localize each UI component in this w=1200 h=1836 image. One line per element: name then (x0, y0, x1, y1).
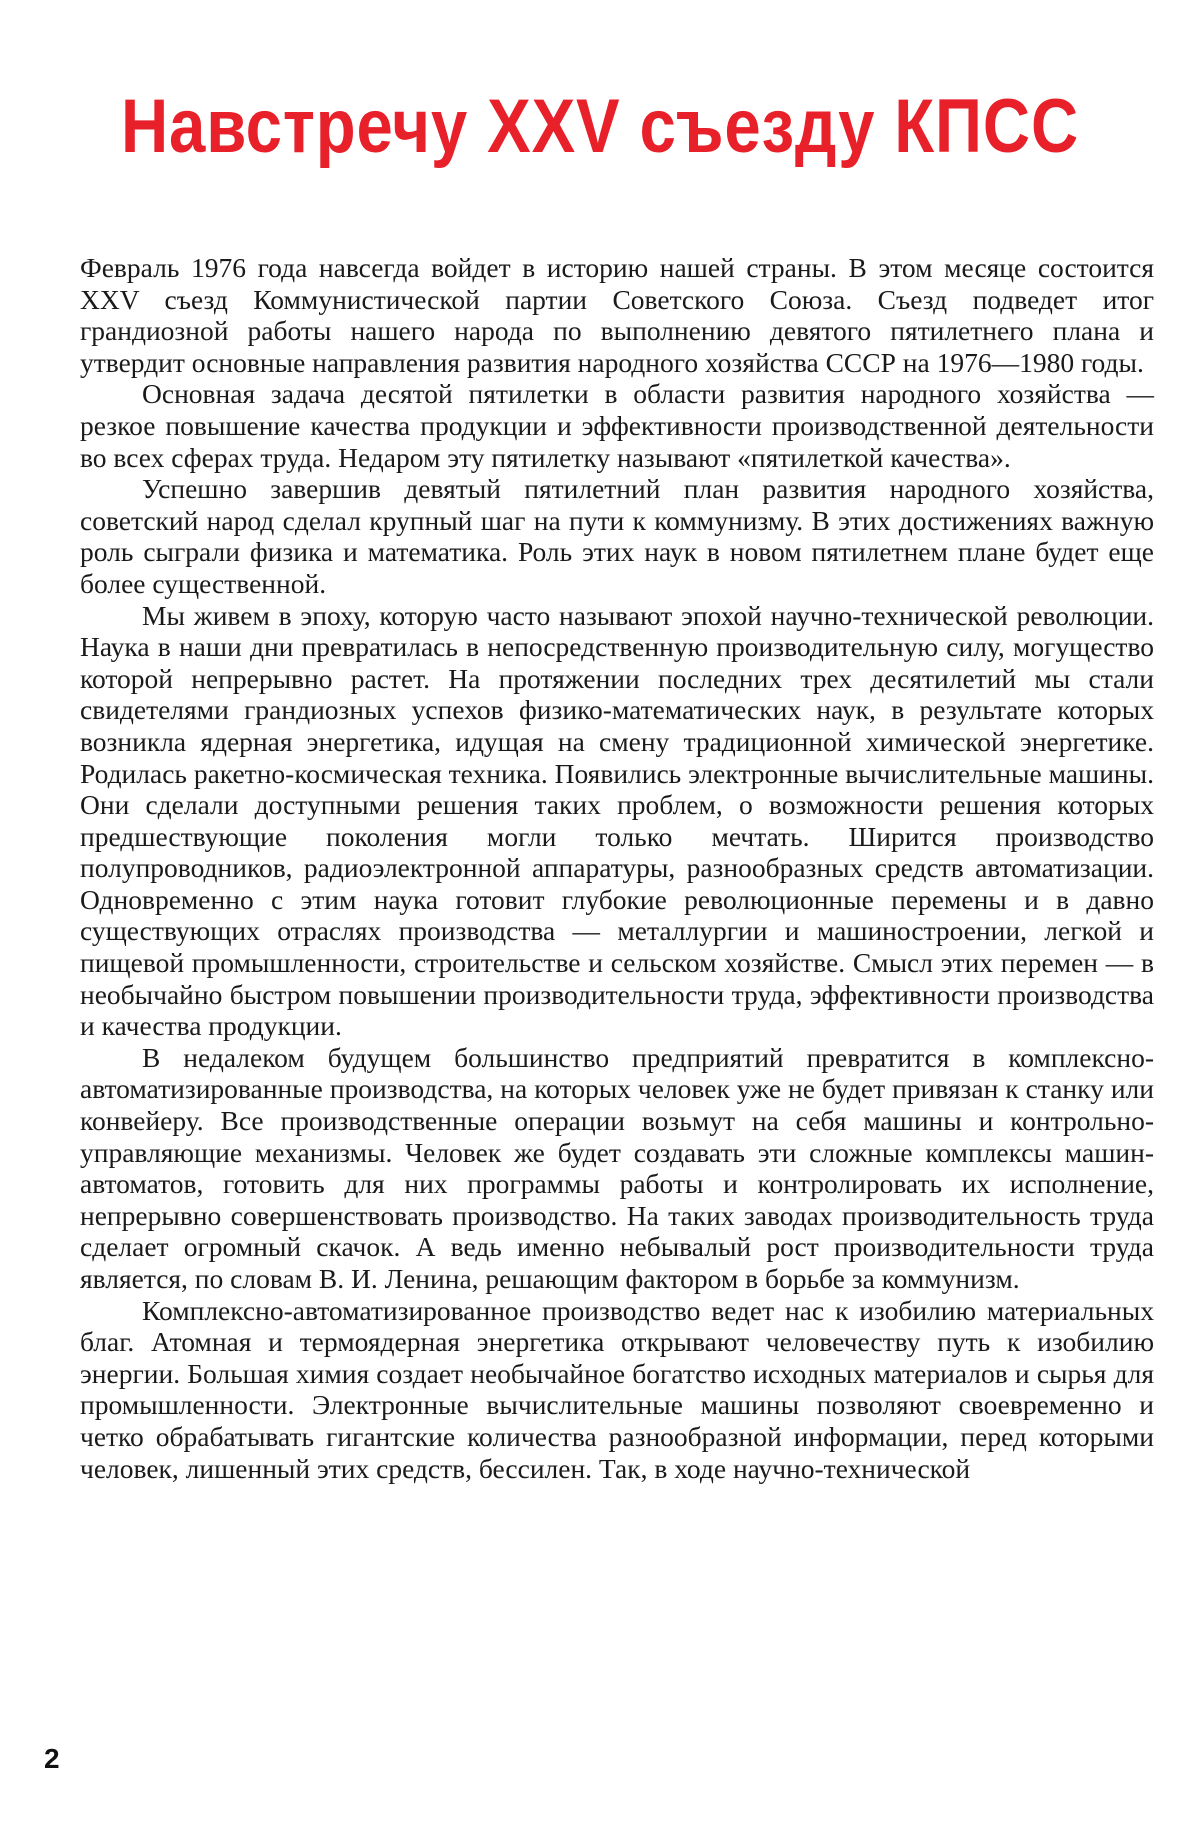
paragraph: Мы живем в эпоху, которую часто называют эпохой научно-технической революции. Наука в наши дни превратилась в непосредственную производительную силу, могущество которой непрерывно растет. На протяжении последних трех десятилетий мы стали свидетелями грандиозных успехов физико-математических наук, в результате которых возникла ядерная энергетика, идущая на смену традиционной химической энергетике. Родилась ракетно-космическая техника. Появились электронные вычислительные машины. Они сделали доступными решения таких проблем, о возможности решения которых предшествующие поколения могли только мечтать. Ширится производство полупроводников, радиоэлектронной аппаратуры, разнообразных средств автоматизации. Одновременно с этим наука готовит глубокие революционные перемены и в давно существующих отраслях производства — металлургии и машиностроении, легкой и пищевой промышленности, строительстве и сельском хозяйстве. Смысл этих перемен — в необычайно быстром повышении производительности труда, эффективности производства и качества продукции. (80, 599, 1154, 1042)
article-body (80, 252, 1154, 1484)
paragraph: Февраль 1976 года навсегда войдет в историю нашей страны. В этом месяце состоится XXV съезд Коммунистической партии Советского Союза. Съезд подведет итог грандиозной работы нашего народа по выполнению девятого пятилетнего плана и утвердит основные направления развития народного хозяйства СССР на 1976—1980 годы. (80, 252, 1154, 378)
paragraph: Успешно завершив девятый пятилетний план развития народного хозяйства, советский народ сделал крупный шаг на пути к коммунизму. В этих достижениях важную роль сыграли физика и математика. Роль этих наук в новом пятилетнем плане будет еще более существенной. (80, 473, 1154, 599)
paragraph: В недалеком будущем большинство предприятий превратится в комплексно-автоматизированные производства, на которых человек уже не будет привязан к станку или конвейеру. Все производственные операции возьмут на себя машины и контрольно-управляющие механизмы. Человек же будет создавать эти сложные комплексы машин-автоматов, готовить для них программы работы и контролировать их исполнение, непрерывно совершенствовать производство. На таких заводах производительность труда сделает огромный скачок. А ведь именно небывалый рост производительности труда является, по словам В. И. Ленина, решающим фактором в борьбе за коммунизм. (80, 1041, 1154, 1294)
paragraph: Основная задача десятой пятилетки в области развития народного хозяйства — резкое повышение качества продукции и эффективности производственной деятельности во всех сферах труда. Недаром эту пятилетку называют «пятилеткой качества». (80, 378, 1154, 473)
paragraph: Комплексно-автоматизированное производство ведет нас к изобилию материальных благ. Атомная и термоядерная энергетика открывают человечеству путь к изобилию энергии. Большая химия создает необычайное богатство исходных материалов и сырья для промышленности. Электронные вычислительные машины позволяют своевременно и четко обрабатывать гигантские количества разнообразной информации, перед которыми человек, лишенный этих средств, бессилен. Так, в ходе научно-технической (80, 1294, 1154, 1484)
page-number: 2 (44, 1743, 60, 1774)
page-title: Навстречу XXV съезду КПСС (120, 83, 1080, 169)
